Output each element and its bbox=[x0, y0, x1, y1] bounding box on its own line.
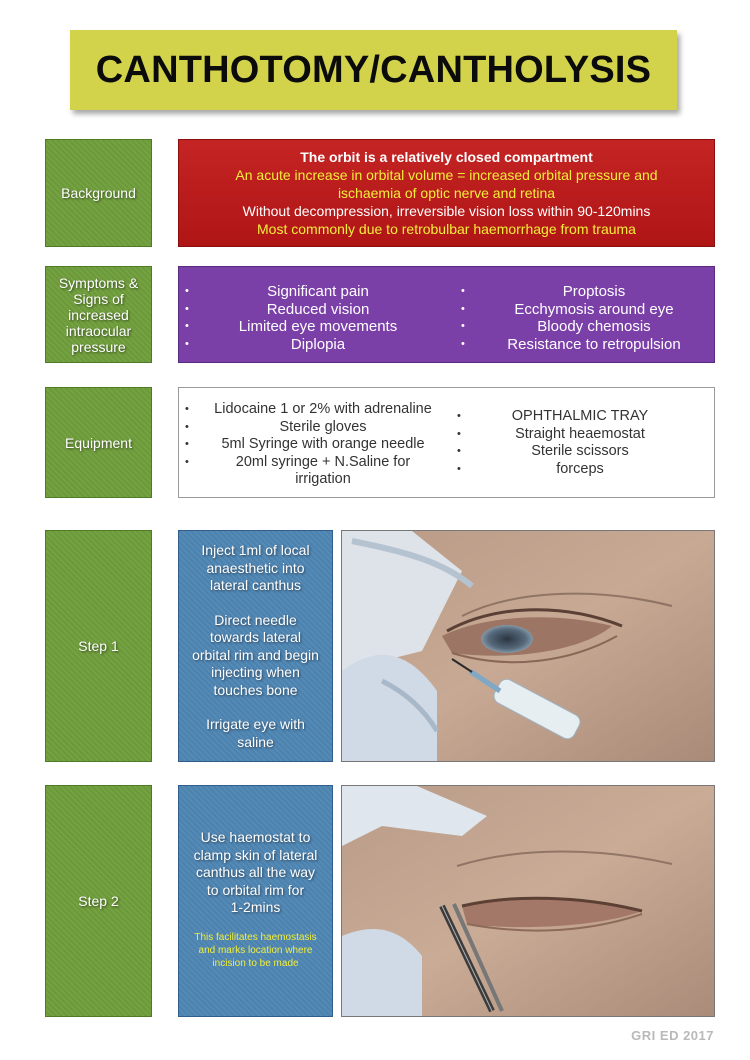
step-note-text: and marks location where bbox=[198, 944, 313, 956]
symptom-text: Proptosis bbox=[562, 283, 626, 300]
symptom-text: Bloody chemosis bbox=[537, 318, 651, 335]
background-line-1b: ischaemia of optic nerve and retina bbox=[337, 185, 556, 201]
label-equipment bbox=[45, 387, 152, 498]
label-symptoms-text bbox=[59, 275, 138, 355]
list-item: • Ecchymosis around eye bbox=[461, 301, 711, 319]
list-item: • Sterile gloves bbox=[185, 419, 455, 437]
equipment-text: irrigation bbox=[295, 471, 351, 487]
equipment-text: Straight heaemostat bbox=[515, 425, 645, 442]
label-symptoms-line: Signs of bbox=[73, 290, 124, 307]
step-2-photo-illustration bbox=[342, 786, 715, 1017]
symptom-text: Significant pain bbox=[267, 283, 369, 300]
label-step-1-text: Step 1 bbox=[78, 638, 119, 654]
step-text: Inject 1ml of local bbox=[201, 542, 310, 558]
step-2-para-1 bbox=[179, 829, 332, 917]
list-item: • 5ml Syringe with orange needle bbox=[185, 436, 455, 454]
equipment-text: OPHTHALMIC TRAY bbox=[511, 408, 649, 424]
page-title: CANTHOTOMY/CANTHOLYSIS bbox=[95, 48, 652, 91]
step-text: Use haemostat to bbox=[200, 829, 311, 845]
label-background bbox=[45, 139, 152, 247]
step-text: touches bone bbox=[213, 681, 298, 698]
list-item: • Proptosis bbox=[461, 283, 711, 301]
step-2-photo bbox=[341, 785, 715, 1017]
equipment-box bbox=[178, 387, 715, 498]
step-text: saline bbox=[237, 733, 274, 750]
step-2-note bbox=[179, 931, 332, 970]
list-item: • Diplopia bbox=[185, 336, 445, 354]
symptom-text: Resistance to retropulsion bbox=[507, 335, 681, 353]
title-banner bbox=[70, 30, 677, 110]
background-box bbox=[178, 139, 715, 247]
equipment-text: Sterile gloves bbox=[279, 418, 367, 435]
step-text: anaesthetic into bbox=[206, 559, 305, 576]
list-item: • 20ml syringe + N.Saline for bbox=[185, 454, 455, 472]
symptom-text: Diplopia bbox=[290, 335, 346, 353]
equipment-text: Lidocaine 1 or 2% with adrenaline bbox=[214, 401, 432, 417]
step-text: injecting when bbox=[211, 664, 300, 680]
list-item: • Sterile scissors bbox=[457, 443, 707, 461]
list-item: • Limited eye movements bbox=[185, 318, 445, 336]
equipment-text: forceps bbox=[556, 460, 604, 477]
label-background-text: Background bbox=[61, 185, 136, 201]
equipment-text: 5ml Syringe with orange needle bbox=[221, 436, 425, 452]
list-item: • Significant pain bbox=[185, 283, 445, 301]
step-1-para-1 bbox=[179, 542, 332, 595]
label-equipment-text: Equipment bbox=[65, 434, 132, 451]
background-line-3: Most commonly due to retrobulbar haemorrhage from trauma bbox=[257, 221, 636, 237]
equipment-left-list bbox=[185, 401, 455, 489]
list-item: • OPHTHALMIC TRAY bbox=[457, 408, 707, 426]
step-1-photo-illustration bbox=[342, 531, 715, 762]
label-step-1 bbox=[45, 530, 152, 762]
step-1-instructions bbox=[178, 530, 333, 762]
list-item: • Resistance to retropulsion bbox=[461, 336, 711, 354]
step-text: clamp skin of lateral bbox=[193, 846, 318, 863]
step-1-photo bbox=[341, 530, 715, 762]
symptom-text: Limited eye movements bbox=[238, 318, 398, 335]
label-symptoms-line: Symptoms & bbox=[58, 274, 139, 291]
step-text: orbital rim and begin bbox=[192, 646, 319, 663]
list-item: • Reduced vision bbox=[185, 301, 445, 319]
step-text: to orbital rim for bbox=[206, 881, 305, 898]
step-text: lateral canthus bbox=[209, 577, 302, 593]
step-text: Irrigate eye with bbox=[206, 716, 305, 732]
equipment-text: Sterile scissors bbox=[531, 443, 629, 459]
step-1-para-2 bbox=[179, 612, 332, 700]
label-symptoms-line: pressure bbox=[71, 338, 126, 355]
label-symptoms bbox=[45, 266, 152, 363]
background-line-1a: An acute increase in orbital volume = increased orbital pressure and bbox=[235, 167, 658, 183]
step-note-text: This facilitates haemostasis bbox=[194, 931, 317, 943]
background-heading: The orbit is a relatively closed compartment bbox=[300, 149, 593, 165]
label-symptoms-line: increased bbox=[68, 306, 129, 323]
equipment-text: 20ml syringe + N.Saline for bbox=[235, 453, 411, 470]
step-note-text: incision to be made bbox=[212, 957, 299, 969]
step-2-instructions bbox=[178, 785, 333, 1017]
step-text: canthus all the way bbox=[195, 864, 316, 880]
symptoms-left-list bbox=[185, 283, 445, 353]
list-item: • forceps bbox=[457, 461, 707, 479]
equipment-right-list bbox=[457, 408, 707, 478]
list-item bbox=[185, 471, 455, 489]
step-text: Direct needle bbox=[214, 611, 297, 628]
label-step-2 bbox=[45, 785, 152, 1017]
symptom-text: Reduced vision bbox=[266, 300, 370, 318]
step-text: towards lateral bbox=[209, 629, 302, 645]
symptoms-right-list bbox=[461, 283, 711, 353]
list-item: • Bloody chemosis bbox=[461, 318, 711, 336]
label-step-2-text: Step 2 bbox=[78, 893, 119, 909]
symptom-text: Ecchymosis around eye bbox=[514, 300, 674, 318]
background-line-2: Without decompression, irreversible vision loss within 90-120mins bbox=[242, 203, 651, 219]
footer-credit: GRI ED 2017 bbox=[631, 1028, 714, 1043]
list-item: • Straight heaemostat bbox=[457, 426, 707, 444]
step-1-para-3 bbox=[179, 716, 332, 751]
step-text: 1-2mins bbox=[230, 899, 281, 915]
label-symptoms-line: intraocular bbox=[65, 322, 132, 339]
list-item: • Lidocaine 1 or 2% with adrenaline bbox=[185, 401, 455, 419]
symptoms-box bbox=[178, 266, 715, 363]
